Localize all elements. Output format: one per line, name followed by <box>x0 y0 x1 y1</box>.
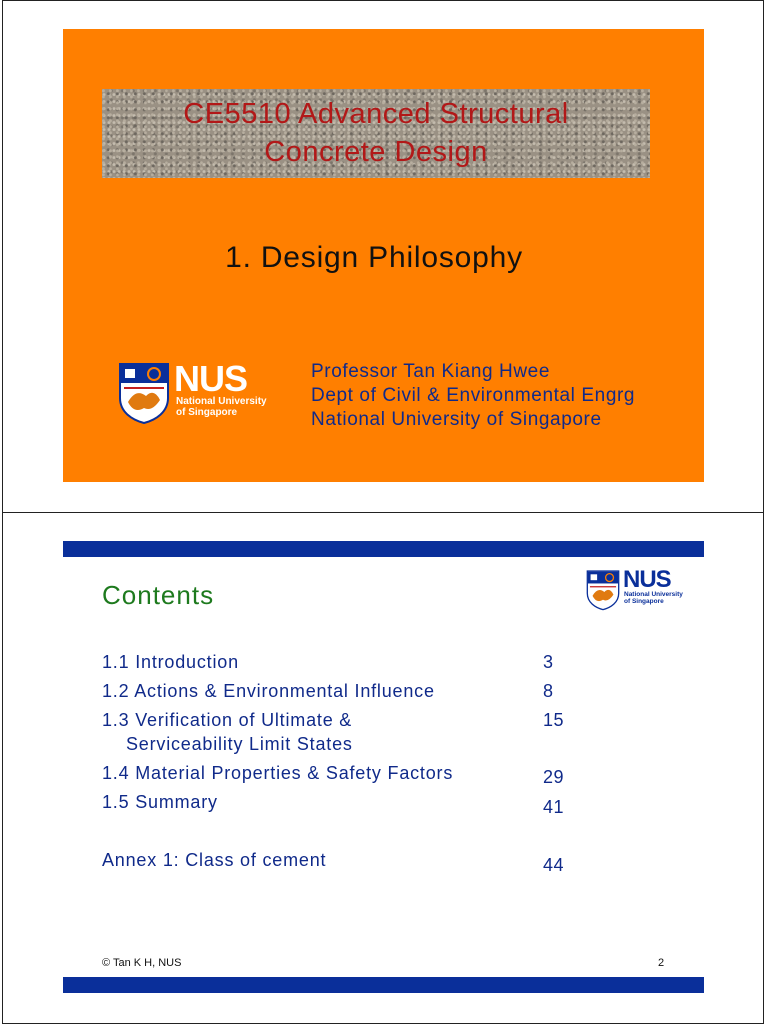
nus-crest-icon <box>118 362 170 424</box>
nus-wordmark: NUS <box>174 358 248 399</box>
presenter-name: Professor Tan Kiang Hwee <box>311 361 551 382</box>
presenter-university: National University of Singapore <box>311 409 602 430</box>
toc-item-4: 1.4 Material Properties & Safety Factors <box>102 763 454 783</box>
course-title <box>102 95 650 171</box>
toc-page-4: 29 <box>543 767 565 787</box>
nus-crest-icon <box>586 569 620 611</box>
course-title-line-2: Concrete Design <box>264 136 488 168</box>
nus-subtitle <box>176 396 286 418</box>
footer-bar <box>63 977 704 993</box>
toc-page-annex: 44 <box>543 855 565 875</box>
toc-item-5: 1.5 Summary <box>102 792 218 812</box>
nus-subtitle-line-1: National University <box>624 591 683 598</box>
presenter-info <box>311 360 635 432</box>
toc-item-1: 1.1 Introduction <box>102 652 239 672</box>
chapter-title: 1. Design Philosophy <box>225 241 523 274</box>
toc-item-3-continued: Serviceability Limit States <box>126 734 353 754</box>
header-bar <box>63 541 704 557</box>
nus-subtitle-line-2: of Singapore <box>624 598 664 605</box>
contents-heading: Contents <box>102 580 215 610</box>
toc-page-2: 8 <box>543 681 554 701</box>
nus-subtitle-line-1: National University <box>176 396 267 407</box>
toc-item-annex: Annex 1: Class of cement <box>102 850 327 870</box>
course-title-line-1: CE5510 Advanced Structural <box>183 98 569 130</box>
footer-page-number: 2 <box>658 957 665 969</box>
presenter-department: Dept of Civil & Environmental Engrg <box>311 385 636 406</box>
nus-subtitle-line-2: of Singapore <box>176 407 238 418</box>
toc-page-5: 41 <box>543 797 565 817</box>
nus-wordmark: NUS <box>623 566 671 593</box>
nus-subtitle <box>624 591 694 605</box>
toc-page-1: 3 <box>543 652 554 672</box>
toc-item-2: 1.2 Actions & Environmental Influence <box>102 681 435 701</box>
toc-page-3: 15 <box>543 710 565 730</box>
footer-copyright: © Tan K H, NUS <box>102 957 182 969</box>
toc-item-3: 1.3 Verification of Ultimate & <box>102 710 353 730</box>
